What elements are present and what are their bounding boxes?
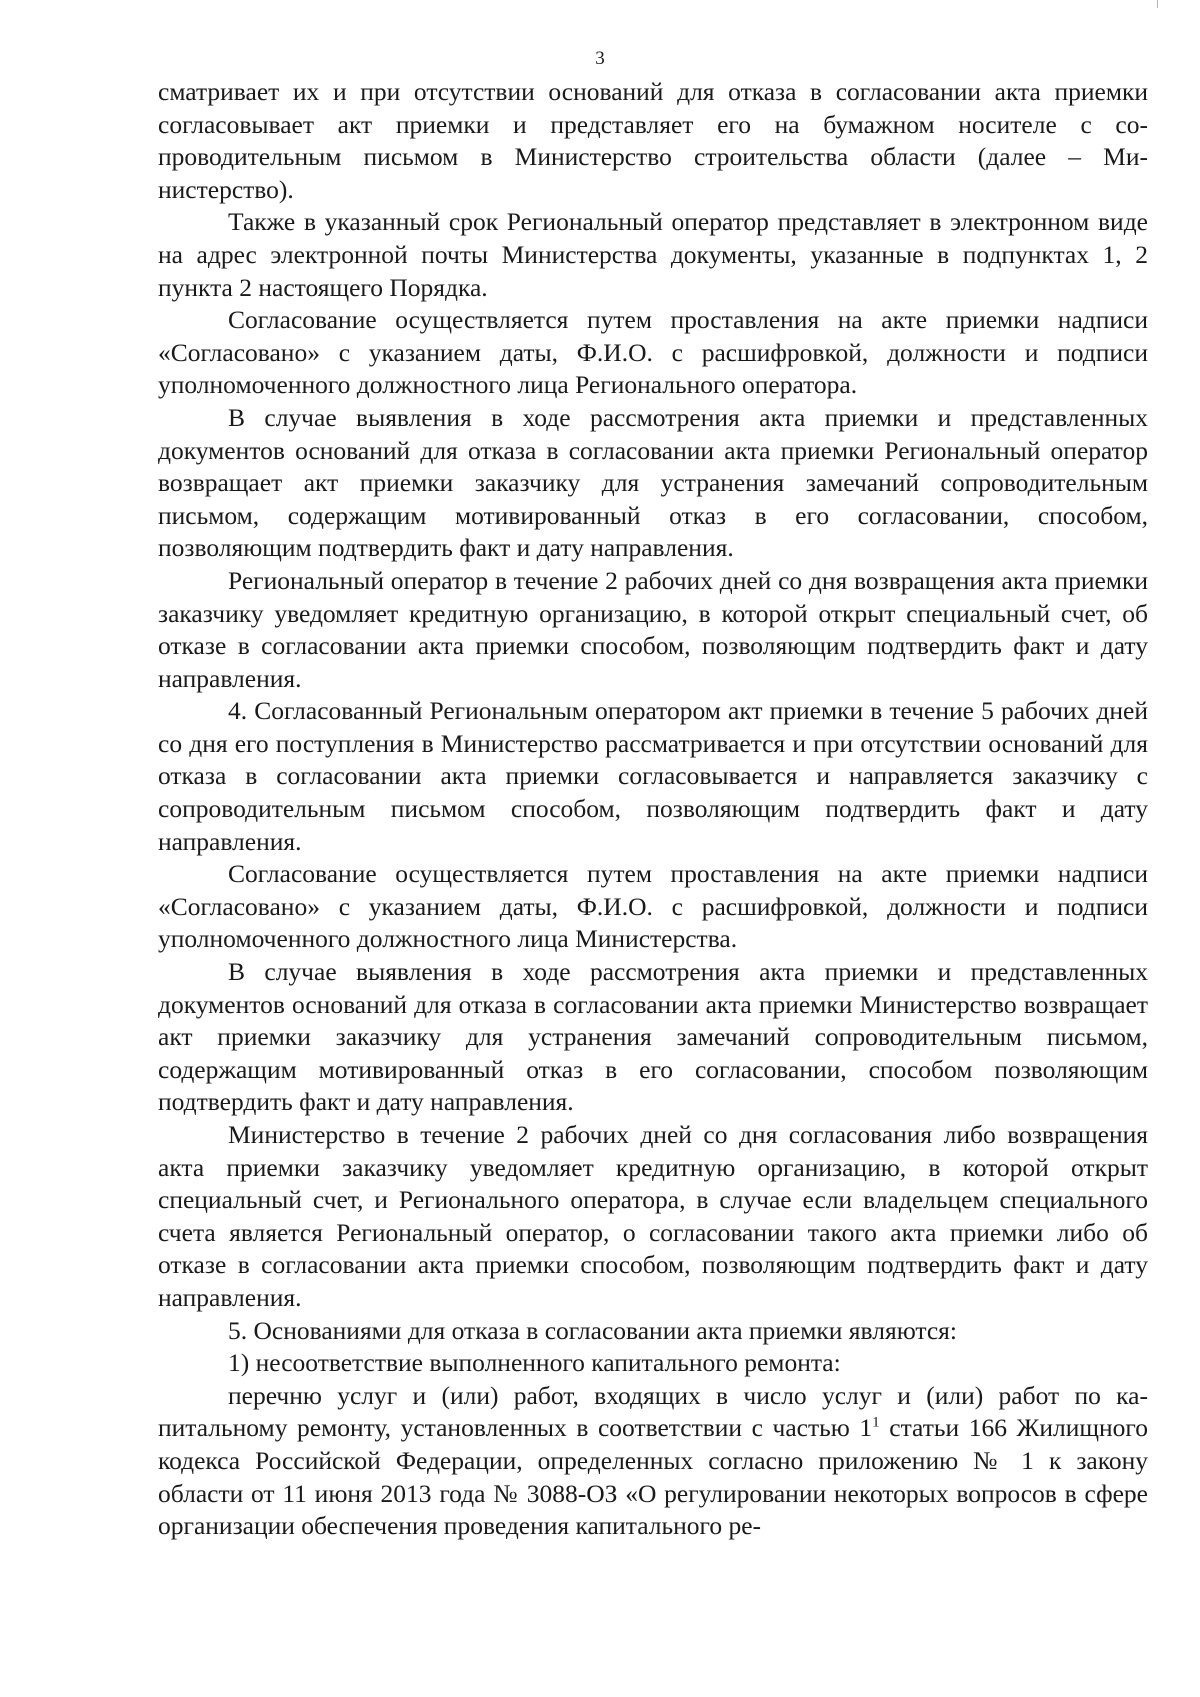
paragraph-operator-notification: Региональный оператор в течение 2 рабочих дней со дня возвращения акта приемки заказчику уведомляет кредитную организацию, в которой открыт специальный счет, об отказе в согласовании акта приемки способом, позволяющим подтвердить факт и дату направления. (158, 565, 1148, 693)
paragraph-approval-operator: Согласование осуществляется путем проставления на акте приемки надписи «Согласовано» с указанием даты, Ф.И.О. с расшифровкой, должности и подписи уполномоченного должностного лица Регионального оператора. (158, 305, 1148, 400)
scan-edge-mark (1157, 0, 1158, 8)
services-text-start: перечню услуг и (или) работ, входящих в число услуг и (или) работ по капитальному ремонту, установленных в соответствии с частью 1 (158, 1380, 1148, 1443)
services-text-end: статьи 166 Жилищного кодекса Российской Федерации, определенных согласно приложению № 1 к закону области от 11 июня 2013 года № 3088-ОЗ «О регулировании некоторых вопросов в сфере организации обеспечения проведения капитального ре- (158, 1413, 1149, 1541)
paragraph-approval-ministry: Согласование осуществляется путем проставления на акте приемки надписи «Согласовано» с указанием даты, Ф.И.О. с расшифровкой, должности и подписи уполномоченного должностного лица Министерства. (158, 859, 1148, 954)
paragraph-refusal-ministry: В случае выявления в ходе рассмотрения акта приемки и представленных документов оснований для отказа в согласовании акта приемки Министерство возвращает акт приемки заказчику для устранения замечаний сопроводительным письмом, содержащим мотивированный отказ в его согласовании, способом позволяющим подтвердить факт и дату направления. (158, 957, 1148, 1117)
page-number: 3 (595, 48, 605, 69)
paragraph-electronic-submission: Также в указанный срок Региональный оператор представляет в электронном виде на адрес электронной почты Министерства документы, указанные в подпунктах 1, 2 пункта 2 настоящего Порядка. (158, 207, 1148, 302)
paragraph-ministry-notification: Министерство в течение 2 рабочих дней со дня согласования либо возвращения акта приемки заказчику уведомляет кредитную организацию, в которой открыт специальный счет, и Регионального оператора, в случае если владельцем специального счета является Региональный оператор, о согласовании такого акта приемки либо об отказе в согласовании акта приемки способом, позволяющим подтвердить факт и дату направления. (158, 1120, 1148, 1312)
paragraph-services-list (158, 1380, 1148, 1543)
paragraph-item-4: 4. Согласованный Региональным оператором акт приемки в течение 5 рабочих дней со дня его поступления в Министерство рассматривается и при отсутствии оснований для отказа в согласовании акта приемки согласовывается и направляется заказчику с сопроводительным письмом способом, позволяющим подтвердить факт и дату направления. (158, 696, 1148, 856)
document-body (158, 76, 1148, 1543)
paragraph-refusal-operator: В случае выявления в ходе рассмотрения акта приемки и представленных документов оснований для отказа в согласовании акта приемки Региональный оператор возвращает акт приемки заказчику для устранения замечаний сопроводительным письмом, содержащим мотивированный отказ в его согласовании, способом, позволяющим подтвердить факт и дату направления. (158, 402, 1148, 563)
paragraph-continuation: сматривает их и при отсутствии оснований для отказа в согласовании акта приемки согласовывает акт приемки и представляет его на бумажном носителе с сопроводительным письмом в Министерство строительства области (далее – Министерство). (158, 77, 1148, 204)
paragraph-item-5: 5. Основаниями для отказа в согласовании акта приемки являются: (228, 1315, 957, 1345)
superscript-index: 1 (872, 1414, 880, 1431)
paragraph-subitem-1: 1) несоответствие выполненного капитального ремонта: (228, 1348, 841, 1378)
